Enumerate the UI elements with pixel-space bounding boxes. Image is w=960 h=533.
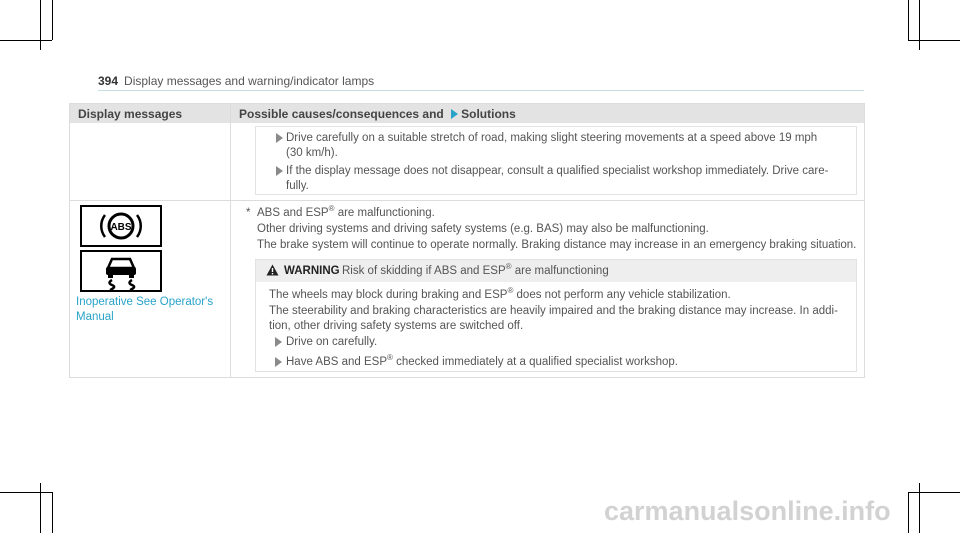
abs-icon-label: ABS — [110, 222, 132, 233]
col-header-display-messages: Display messages — [78, 107, 183, 121]
warning-triangle-icon — [266, 264, 279, 276]
crop-mark — [40, 0, 41, 50]
crop-mark — [40, 483, 41, 533]
page-number: 394 — [98, 74, 119, 88]
warning-text: tion, other driving safety systems are switched off. — [269, 320, 524, 332]
crop-mark — [52, 0, 53, 40]
solutions-arrow-icon — [451, 109, 458, 119]
esp-skid-icon — [80, 250, 162, 292]
col-header-causes: Possible causes/consequences and Solutions — [239, 107, 516, 121]
step-text: (30 km/h). — [286, 147, 338, 159]
table-header — [70, 104, 864, 123]
operator-manual-link[interactable]: Inoperative See Operator's — [76, 296, 214, 308]
watermark: carmanualsonline.info — [604, 496, 891, 526]
warning-title: Risk of skidding if ABS and ESP® are malfunctioning — [342, 262, 609, 277]
step-arrow-icon — [275, 357, 282, 367]
operator-manual-link[interactable]: Manual — [76, 311, 114, 323]
cause-text: The brake system will continue to operate normally. Braking distance may increase in an emergency braking situation. — [257, 239, 857, 251]
header-rule — [98, 90, 864, 91]
step-arrow-icon — [275, 337, 282, 347]
asterisk-marker: * — [246, 207, 251, 219]
cause-text: Other driving systems and driving safety systems (e.g. BAS) may also be malfunctioning. — [257, 223, 709, 235]
crop-mark — [0, 492, 52, 493]
step-text: fully. — [286, 180, 309, 192]
crop-mark — [908, 492, 960, 493]
step-text: Drive carefully on a suitable stretch of road, making slight steering movements at a speed above 19 mph — [286, 132, 818, 144]
crop-mark — [908, 0, 909, 40]
warning-text: The wheels may block during braking and ESP® does not perform any vehicle stabilization. — [269, 286, 731, 301]
cause-text: ABS and ESP® are malfunctioning. — [257, 204, 435, 219]
step-text: Drive on carefully. — [286, 336, 378, 348]
crop-mark — [52, 492, 53, 533]
crop-mark — [0, 40, 52, 41]
crop-mark — [908, 40, 960, 41]
abs-warning-icon — [80, 205, 162, 247]
warning-label: WARNING — [284, 265, 340, 277]
messages-table — [69, 103, 865, 378]
page-header — [98, 74, 374, 88]
step-text: If the display message does not disappear, consult a qualified specialist workshop immediately. Drive care- — [286, 165, 829, 177]
step-arrow-icon — [276, 166, 283, 176]
crop-mark — [919, 483, 920, 533]
row-divider — [70, 200, 864, 201]
crop-mark — [908, 492, 909, 533]
page-title: Display messages and warning/indicator lamps — [124, 74, 375, 88]
crop-mark — [919, 0, 920, 50]
step-arrow-icon — [276, 133, 283, 143]
warning-text: The steerability and braking characteristics are heavily impaired and the braking distance may increase. In addi- — [269, 305, 838, 317]
column-divider — [230, 104, 231, 377]
step-text: Have ABS and ESP® checked immediately at a qualified specialist workshop. — [286, 353, 679, 368]
